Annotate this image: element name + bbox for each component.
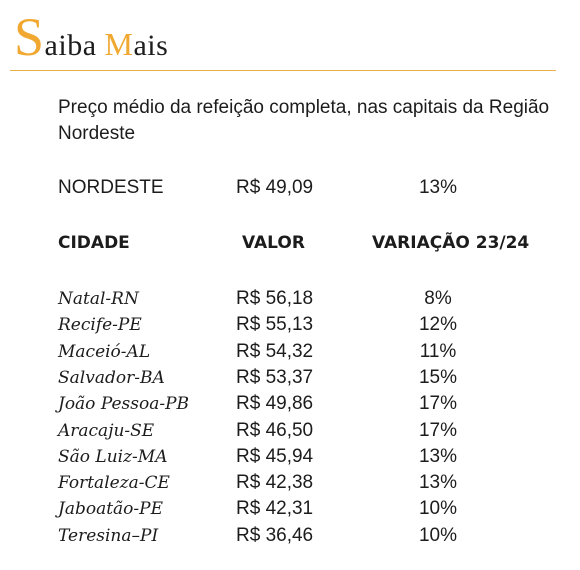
variation-cell: 15% <box>418 366 458 388</box>
title-text-1: aiba <box>44 29 105 62</box>
table-row <box>58 365 558 391</box>
value-cell: R$ 54,32 <box>236 340 314 362</box>
value-cell: R$ 42,31 <box>236 498 314 520</box>
column-header-value: VALOR <box>242 233 305 253</box>
city-cell: Recife-PE <box>58 315 142 336</box>
title-initial-s: S <box>14 7 45 67</box>
table-row <box>58 418 558 444</box>
table-row <box>58 286 558 312</box>
value-cell: R$ 46,50 <box>236 419 314 441</box>
city-cell: Jaboatão-PE <box>58 499 163 520</box>
column-header-variation: VARIAÇÃO 23/24 <box>372 233 530 253</box>
subtitle: Preço médio da refeição completa, nas capitais da Região Nordeste <box>58 97 550 144</box>
table-row <box>58 312 558 338</box>
city-cell: Teresina–PI <box>58 525 159 546</box>
city-cell: Natal-RN <box>58 289 139 309</box>
table-row <box>58 523 558 549</box>
title-initial-m: M <box>104 26 134 62</box>
value-cell: R$ 45,94 <box>236 445 314 467</box>
variation-cell: 13% <box>418 445 458 467</box>
variation-cell: 12% <box>418 314 458 336</box>
table-header <box>58 230 558 256</box>
city-cell: Maceió-AL <box>58 341 151 362</box>
variation-cell: 11% <box>419 340 457 362</box>
value-cell: R$ 53,37 <box>236 366 314 388</box>
city-cell: Salvador-BA <box>58 367 165 388</box>
section-header <box>10 6 556 71</box>
table-row <box>58 339 558 365</box>
title-text-2: ais <box>133 29 169 62</box>
table-row <box>58 391 558 417</box>
city-cell: Aracaju-SE <box>58 420 155 441</box>
variation-cell: 17% <box>418 393 458 415</box>
section-title <box>14 7 169 67</box>
summary-row <box>58 175 558 201</box>
city-cell: São Luiz-MA <box>58 446 168 467</box>
value-cell: R$ 42,38 <box>236 472 314 494</box>
variation-cell: 10% <box>418 498 458 520</box>
summary-variation: 13% <box>418 177 458 198</box>
table-row <box>58 470 558 496</box>
value-cell: R$ 36,46 <box>236 524 314 546</box>
city-cell: Fortaleza-CE <box>58 473 170 494</box>
value-cell: R$ 55,13 <box>236 314 314 336</box>
table-row <box>58 496 558 522</box>
variation-cell: 13% <box>418 472 458 494</box>
variation-cell: 8% <box>424 288 452 309</box>
summary-label: NORDESTE <box>58 177 164 198</box>
variation-cell: 10% <box>418 524 458 546</box>
city-cell: João Pessoa-PB <box>58 394 190 415</box>
value-cell: R$ 56,18 <box>236 288 314 309</box>
value-cell: R$ 49,86 <box>236 393 314 415</box>
table-row <box>58 444 558 470</box>
variation-cell: 17% <box>418 419 458 441</box>
column-header-city: CIDADE <box>58 233 130 253</box>
summary-value: R$ 49,09 <box>236 177 314 198</box>
